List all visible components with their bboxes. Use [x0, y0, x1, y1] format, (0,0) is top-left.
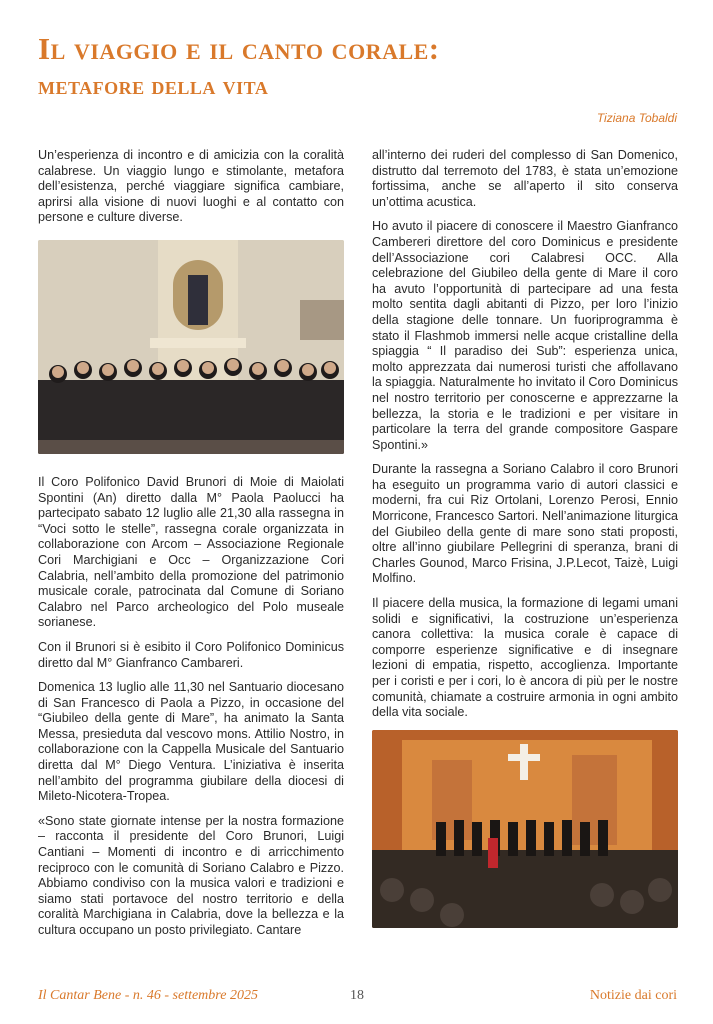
left-paragraph-1: Un’esperienza di incontro e di amicizia con la coralità calabrese. Un viaggio lungo e stimolante, metafora dell’esistenza, perché viaggiare significa cambiare, aprirsi alla visione di nuovi luoghi e al contatto con persone e culture diverse. [38, 148, 344, 225]
ruins-photo-illustration [372, 730, 678, 928]
right-column [372, 148, 678, 928]
right-paragraph-3: Durante la rassegna a Soriano Calabro il coro Brunori ha eseguito un programma vario di autori classici e moderni, fra cui Riz Ortolani, Lorenzo Perosi, Ennio Morricone, Francesco Sartori. Nell’animazione liturgica del Giubileo della gente di mare sono stati proposti, oltre all’inno giubilare Pellegrini di speranza, brani di Charles Gounod, Marco Frisina, J.P.Lecot, Taizè, Luigi Molfino. [372, 462, 678, 586]
author-name: Tiziana Tobaldi [596, 111, 677, 125]
left-paragraph-2: Il Coro Polifonico David Brunori di Moie di Maiolati Spontini (An) diretto dalla M° Paola Paolucci ha partecipato sabato 12 luglio alle 21,30 alla rassegna in “Voci sotto le stelle”, rassegna corale organizzata in collaborazione con Arcom – Associazione Regionale Cori Marchigiani e Occ – Organizzazione Cori Calabria, nell’ambito della promozione del patrimonio musicale corale, patrocinata dal Comune di Soriano Calabro nel Parco archeologico del Polo museale sorianese. [38, 474, 344, 630]
right-paragraph-4: Il piacere della musica, la formazione di legami umani solidi e significativi, la costruzione un’esperienza canora collettiva: la musica corale è capace di comporre esperienze significative e di insegnare lezioni di empatia, rispetto, accoglienza. Importante per i coristi e per i cori, lo è ancora di più per le nostre comunità, chiamate a costruire armonia in ogni ambito della vita sociale. [372, 596, 678, 720]
footer-section-name: Notizie dai cori [589, 988, 677, 1003]
page-footer [38, 988, 677, 1006]
title-line-1: Il viaggio e il canto corale: [38, 31, 440, 66]
left-paragraph-4: Domenica 13 luglio alle 11,30 nel Santuario diocesano di San Francesco di Paola a Pizzo, in occasione del “Giubileo della gente di Mare”, ha animato la Santa Messa, presieduta dal vescovo mons. Attilio Nostro, in collaborazione con la Cappella Musicale del Santuario diretta dal M° Diego Ventura. L’iniziativa è inserita nell’ambito del programma giubilare della diocesi di Mileto-Nicotera-Tropea. [38, 680, 344, 804]
footer-magazine-issue: Il Cantar Bene - n. 46 - settembre 2025 [38, 988, 258, 1003]
left-column [38, 148, 344, 948]
choir-concert-photo-ruins [372, 730, 678, 928]
left-paragraph-3: Con il Brunori si è esibito il Coro Polifonico Dominicus diretto dal M° Gianfranco Cambareri. [38, 639, 344, 670]
title-line-2: metafore della vita [38, 73, 269, 100]
chapel-photo-illustration [38, 240, 344, 454]
right-paragraph-2: Ho avuto il piacere di conoscere il Maestro Gianfranco Cambereri direttore del coro Dominicus e presidente dell’Associazione cori Calabresi OCC. Alla celebrazione del Giubileo della gente di Mare il coro ha avuto l’opportunità di partecipare ad una festa molto sentita dagli abitanti di Pizzo, per loro l’inizio della stagione delle tonnare. Un fuoriprogramma è stato il Flashmob immersi nelle acque cristalline della spiaggia “ Il paradiso dei Sub”: esperienza unica, molto apprezzata dai numerosi turisti che affollavano la spiaggia. Naturalmente ho invitato il Coro Dominicus nel nostro territorio per conoscerne e apprezzarne la bellezza, la storia e le tradizioni e per visitare in particolare la terra del grande compositore Gaspare Spontini.» [372, 219, 678, 452]
choir-group-photo-chapel [38, 240, 344, 454]
article-title [38, 30, 678, 104]
footer-page-number: 18 [350, 988, 364, 1003]
right-paragraph-1: all’interno dei ruderi del complesso di San Domenico, distrutto dal terremoto del 1783, è stata un’emozione fortissima, anche se all’aperto il sito conserva un’ottima acustica. [372, 148, 678, 209]
left-paragraph-5: «Sono state giornate intense per la nostra formazione – racconta il presidente del Coro Brunori, Luigi Cantiani – Momenti di incontro e di arricchimento reciproco con le comunità di Soriano Calabro e Pizzo. Abbiamo condiviso con la musica valori e tradizioni e siamo stati portavoce del nostro territorio e della coralità Marchigiana in Calabria, dove la bellezza e la cultura occupano un posto privilegiato. Cantare [38, 813, 344, 937]
